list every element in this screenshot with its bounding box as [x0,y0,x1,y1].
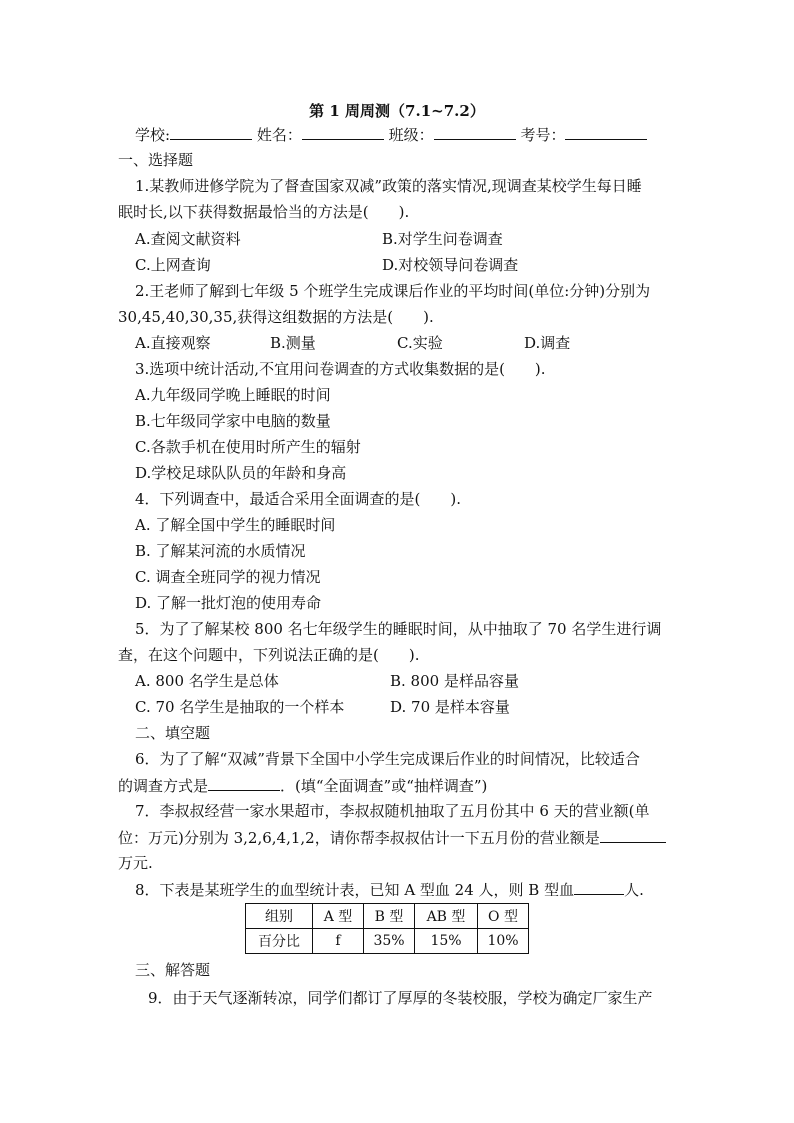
page-title: 第 1 周周测（7.1~7.2） [309,102,485,120]
q2-stem-line2: 30,45,40,30,35,获得这组数据的方法是( ). [118,308,434,326]
school-blank[interactable] [170,124,252,140]
table-header-row [246,904,529,929]
q3-option-a: A.九年级同学晚上睡眠的时间 [135,386,331,404]
section-heading-choice: 一、选择题 [118,151,194,169]
table-header-cell: AB 型 [415,904,478,929]
table-cell: f [313,929,364,954]
class-blank[interactable] [434,124,516,140]
q7-stem-line2 [118,827,666,848]
table-cell: 15% [415,929,478,954]
q2-option-b: B.测量 [270,334,316,352]
q2-option-a: A.直接观察 [135,334,211,352]
table-header-cell: B 型 [364,904,415,929]
number-blank[interactable] [565,124,647,140]
q5-option-a: A. 800 名学生是总体 [135,672,279,690]
name-blank[interactable] [302,124,384,140]
table-header-cell: O 型 [478,904,529,929]
school-label: 学校: [135,126,171,144]
section-heading-fill: 二、填空题 [135,724,211,742]
q9-stem-line1: 9．由于天气逐渐转凉，同学们都订了厚厚的冬装校服，学校为确定厂家生产 [148,989,653,1007]
q5-stem-line2: 查，在这个问题中，下列说法正确的是( ). [118,646,420,664]
student-info-row [135,124,647,145]
q6-answer-blank[interactable] [208,775,280,791]
q7-text: 位：万元)分别为 3,2,6,4,1,2，请你帮李叔叔估计一下五月份的营业额是 [118,829,600,847]
q3-option-d: D.学校足球队队员的年龄和身高 [135,464,347,482]
table-header-cell: 组别 [246,904,313,929]
q5-option-b: B. 800 是样品容量 [390,672,519,690]
table-cell: 10% [478,929,529,954]
q5-option-d: D. 70 是样本容量 [390,698,510,716]
table-header-cell: A 型 [313,904,364,929]
table-cell: 35% [364,929,415,954]
table-cell: 百分比 [246,929,313,954]
q2-option-d: D.调查 [524,334,571,352]
q6-text-b: ．(填“全面调查”或“抽样调查”) [280,777,488,795]
q2-option-c: C.实验 [397,334,443,352]
q6-stem-line2 [118,775,487,796]
q4-option-a: A. 了解全国中学生的睡眠时间 [135,516,336,534]
q6-stem-line1: 6．为了了解“双减”背景下全国中小学生完成课后作业的时间情况，比较适合 [135,750,640,768]
q6-text-a: 的调查方式是 [118,777,209,795]
q1-option-b: B.对学生问卷调查 [382,230,503,248]
table-row [246,929,529,954]
q8-stem [135,879,644,900]
q1-option-d: D.对校领导问卷调查 [382,256,519,274]
q4-option-b: B. 了解某河流的水质情况 [135,542,306,560]
q3-stem: 3.选项中统计活动,不宜用问卷调查的方式收集数据的是( ). [135,360,546,378]
name-label: 姓名： [256,126,302,144]
q4-option-c: C. 调查全班同学的视力情况 [135,568,321,586]
q1-stem-line1: 1.某教师进修学院为了督查国家双减”政策的落实情况,现调查某校学生每日睡 [135,177,642,195]
q8-answer-blank[interactable] [574,879,624,895]
q3-option-b: B.七年级同学家中电脑的数量 [135,412,331,430]
number-label: 考号： [520,126,566,144]
q1-option-c: C.上网查询 [135,256,211,274]
q5-option-c: C. 70 名学生是抽取的一个样本 [135,698,345,716]
q8-text-a: 8．下表是某班学生的血型统计表，已知 A 型血 24 人，则 B 型血 [135,881,575,899]
q4-option-d: D. 了解一批灯泡的使用寿命 [135,594,322,612]
q7-stem-line1: 7．李叔叔经营一家水果超市，李叔叔随机抽取了五月份其中 6 天的营业额(单 [135,802,650,820]
q7-answer-blank[interactable] [600,827,666,843]
q1-option-a: A.查阅文献资料 [135,230,241,248]
q5-stem-line1: 5．为了了解某校 800 名七年级学生的睡眠时间，从中抽取了 70 名学生进行调 [135,620,662,638]
q4-stem: 4．下列调查中，最适合采用全面调查的是( ). [135,490,462,508]
class-label: 班级： [388,126,434,144]
q3-option-c: C.各款手机在使用时所产生的辐射 [135,438,361,456]
q7-stem-line3: 万元. [118,854,153,872]
section-heading-answer: 三、解答题 [135,961,211,979]
q8-text-b: 人. [624,881,644,899]
q1-stem-line2: 眠时长,以下获得数据最恰当的方法是( ). [118,203,410,221]
q2-stem-line1: 2.王老师了解到七年级 5 个班学生完成课后作业的平均时间(单位:分钟)分别为 [135,282,651,300]
blood-type-table [245,903,529,954]
